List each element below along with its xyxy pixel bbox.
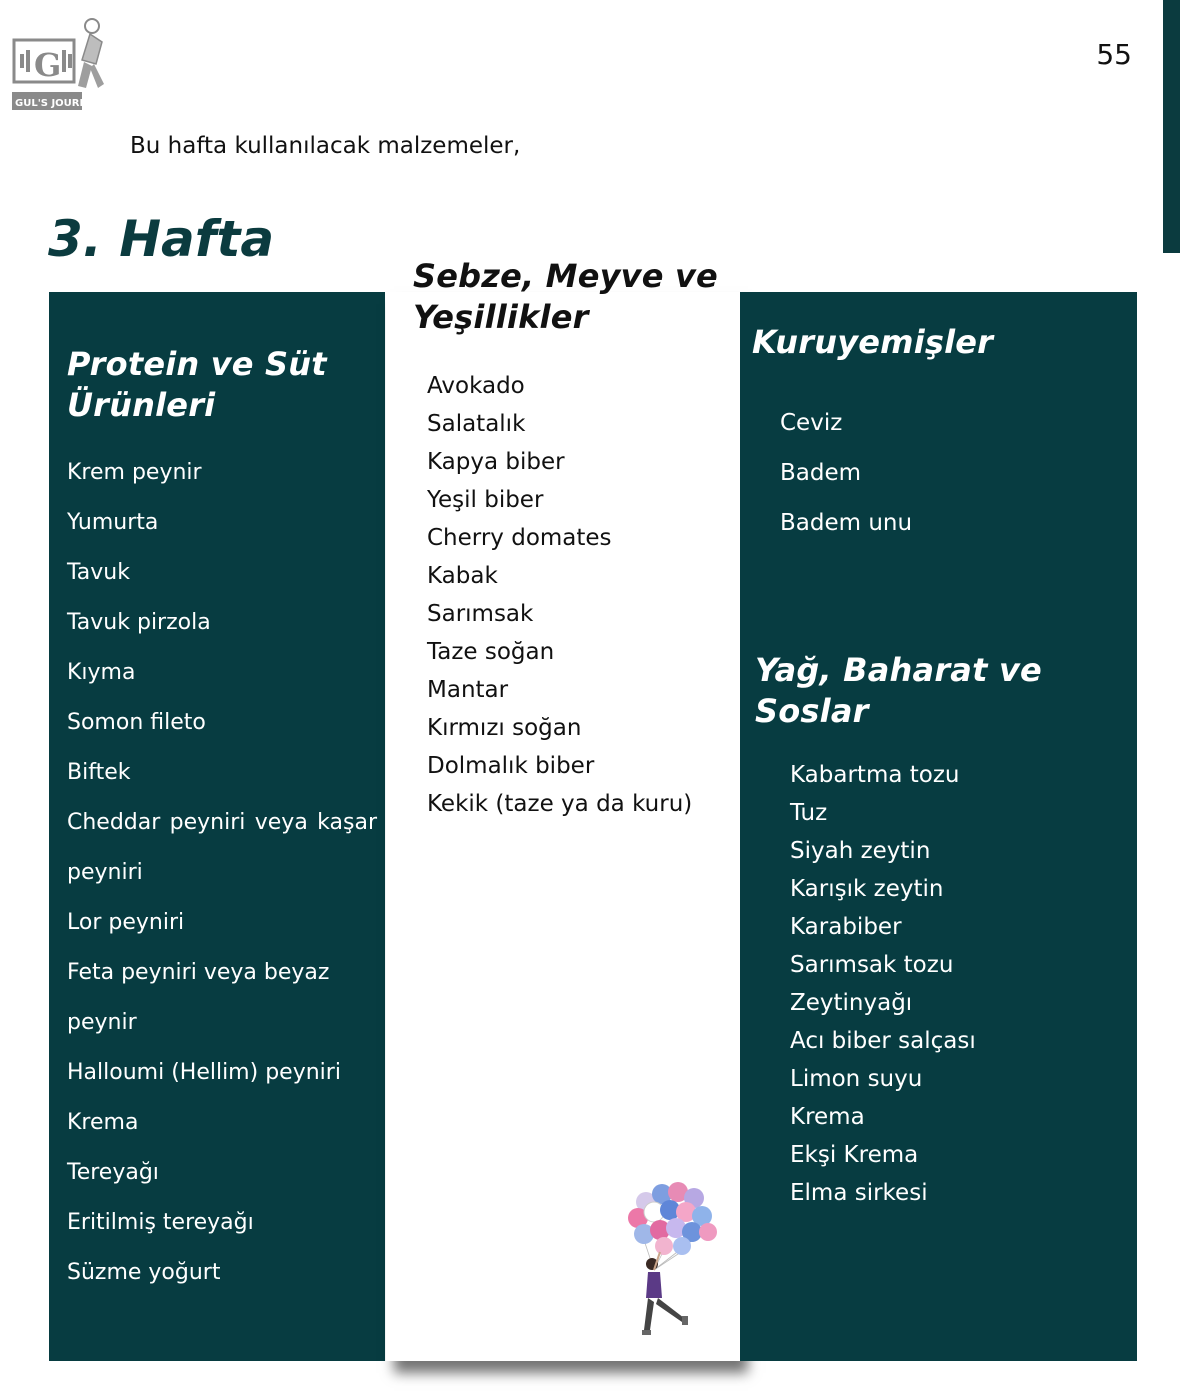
list-item: Somon fileto bbox=[67, 710, 206, 735]
illustration bbox=[624, 1180, 724, 1350]
list-item: peyniri bbox=[67, 860, 143, 885]
vegetables-heading bbox=[413, 256, 718, 338]
page-edge-bar bbox=[1163, 0, 1180, 253]
list-item: Krema bbox=[67, 1110, 139, 1135]
list-item: Sarımsak tozu bbox=[790, 952, 954, 978]
protein-list bbox=[67, 448, 377, 1298]
list-item: Karabiber bbox=[790, 914, 902, 940]
nuts-heading: Kuruyemişler bbox=[752, 323, 994, 361]
protein-heading-line2: Ürünleri bbox=[67, 386, 216, 424]
list-item: Dolmalık biber bbox=[427, 753, 595, 779]
list-item: Kabartma tozu bbox=[790, 762, 960, 788]
list-item: Avokado bbox=[427, 373, 525, 399]
list-item: Halloumi (Hellim) peyniri bbox=[67, 1060, 341, 1085]
protein-heading-line1: Protein ve Süt bbox=[67, 345, 327, 383]
list-item: Elma sirkesi bbox=[790, 1180, 928, 1206]
protein-panel bbox=[49, 292, 385, 1361]
oils-heading bbox=[755, 650, 1042, 732]
list-item: Tavuk bbox=[67, 560, 130, 585]
list-item: Zeytinyağı bbox=[790, 990, 913, 1016]
logo-icon bbox=[12, 14, 108, 114]
vegetables-heading-line2: Yeşillikler bbox=[413, 298, 589, 336]
svg-text:G: G bbox=[34, 46, 62, 84]
list-item: Yumurta bbox=[67, 510, 159, 535]
list-item: Kekik (taze ya da kuru) bbox=[427, 791, 693, 817]
list-item: Taze soğan bbox=[427, 639, 555, 665]
list-item: Tavuk pirzola bbox=[67, 610, 211, 635]
week-title: 3. Hafta bbox=[48, 210, 275, 268]
list-item: Yeşil biber bbox=[427, 487, 544, 513]
page-number: 55 bbox=[1096, 38, 1132, 71]
list-item: Tuz bbox=[790, 800, 828, 826]
protein-heading bbox=[67, 344, 327, 426]
list-item: Limon suyu bbox=[790, 1066, 923, 1092]
nuts-list bbox=[780, 398, 912, 548]
list-item: Badem unu bbox=[780, 510, 913, 536]
list-item: Lor peyniri bbox=[67, 910, 185, 935]
balloon-girl-icon bbox=[624, 1180, 724, 1350]
list-item: Kabak bbox=[427, 563, 498, 589]
list-item: Sarımsak bbox=[427, 601, 534, 627]
oils-list bbox=[790, 756, 976, 1212]
list-item: Feta peyniri veya beyaz peynir bbox=[67, 960, 330, 1035]
pantry-panel bbox=[740, 292, 1137, 1361]
list-item: Krem peynir bbox=[67, 460, 202, 485]
vegetables-list bbox=[427, 367, 692, 823]
logo bbox=[12, 14, 108, 114]
list-item: Kırmızı soğan bbox=[427, 715, 582, 741]
list-item: Mantar bbox=[427, 677, 509, 703]
vegetables-card bbox=[386, 257, 740, 1361]
intro-text: Bu hafta kullanılacak malzemeler, bbox=[130, 133, 521, 159]
list-item: Karışık zeytin bbox=[790, 876, 944, 902]
svg-text:GUL'S JOURNEY: GUL'S JOURNEY bbox=[15, 98, 102, 109]
list-item: Süzme yoğurt bbox=[67, 1260, 221, 1285]
list-item: Tereyağı bbox=[67, 1160, 159, 1185]
list-item: Cherry domates bbox=[427, 525, 612, 551]
list-item: Cheddar peyniri veya kaşar bbox=[67, 810, 377, 835]
oils-heading-line1: Yağ, Baharat ve bbox=[755, 651, 1042, 689]
vegetables-heading-line1: Sebze, Meyve ve bbox=[413, 257, 718, 295]
list-item: Ekşi Krema bbox=[790, 1142, 919, 1168]
list-item: Ceviz bbox=[780, 410, 843, 436]
list-item: Siyah zeytin bbox=[790, 838, 931, 864]
list-item: Salatalık bbox=[427, 411, 526, 437]
list-item: Eritilmiş tereyağı bbox=[67, 1210, 254, 1235]
list-item: Biftek bbox=[67, 760, 131, 785]
list-item: Acı biber salçası bbox=[790, 1028, 976, 1054]
list-item: Kıyma bbox=[67, 660, 136, 685]
list-item: Kapya biber bbox=[427, 449, 565, 475]
list-item: Badem bbox=[780, 460, 862, 486]
list-item: Krema bbox=[790, 1104, 865, 1130]
oils-heading-line2: Soslar bbox=[755, 692, 869, 730]
